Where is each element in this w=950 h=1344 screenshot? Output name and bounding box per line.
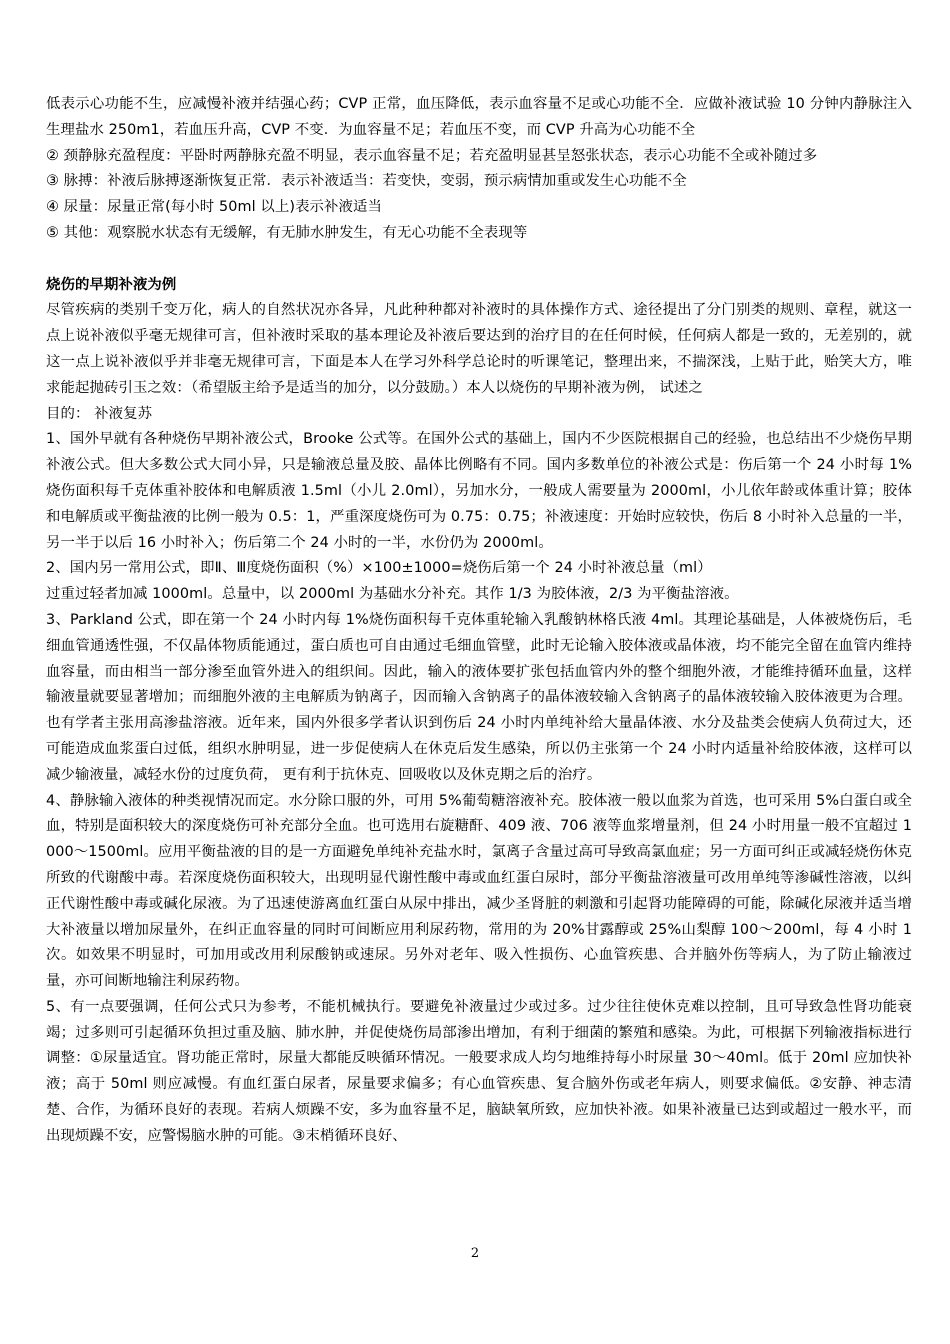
point-4-paragraph: 4、静脉输入液体的种类视情况而定。水分除口服的外，可用 5%葡萄糖溶液补充。胶体液一般以血浆为首选，也可采用 5%白蛋白或全血，特别是面积较大的深度烧伤可补充部分全血。也可选用右旋糖酐、409 液、706 液等血浆增量剂，但 24 小时用量一般不宜超过 1000～1500ml。应用平衡盐液的目的是一方面避免单纯补充盐水时，氯离子含量过高可导致高氯血症；另一方面可纠正或减轻烧伤休克所致的代谢酸中毒。若深度烧伤面积较大，出现明显代谢性酸中毒或血红蛋白尿时，部分平衡盐溶液量可改用单纯等渗碱性溶液，以纠正代谢性酸中毒或碱化尿液。为了迅速使游离血红蛋白从尿中排出，减少圣肾脏的刺激和引起肾功能障碍的可能，除碱化尿液并适当增大补液量以增加尿量外，在纠正血容量的同时可间断应用利尿药物，常用的为 20%甘露醇或 25%山梨醇 100～200ml，每 4 小时 1 次。如效果不明显时，可加用或改用利尿酸钠或速尿。另外对老年、吸入性损伤、心血管疾患、合并脑外伤等病人，为了防止输液过量，亦可间断地输注利尿药物。 (46, 792, 912, 990)
page-number: 2 (470, 1246, 480, 1261)
urine-output-paragraph: ④ 尿量：尿量正常(每小时 50ml 以上)表示补液适当 (46, 199, 383, 216)
intro-paragraph: 尽管疾病的类别千变万化，病人的自然状况亦各异，凡此种种都对补液时的具体操作方式、途径提出了分门别类的规则、章程，就这一点上说补液似乎毫无规律可言，但补液时采取的基本理论及补液后要达到的治疗目的在任何时候，任何病人都是一致的，无差别的，就这一点上说补液似乎并非毫无规律可言，下面是本人在学习外科学总论时的听课笔记，整理出来，不揣深浅，上贴于此，贻笑大方，唯求能起抛砖引玉之效：（希望版主给予是适当的加分，以分鼓励。）本人以烧伤的早期补液为例， 试述之 (46, 302, 912, 396)
pulse-paragraph: ③ 脉搏：补液后脉搏逐渐恢复正常．表示补液适当：若变快，变弱，预示病情加重或发生心功能不全 (46, 173, 687, 190)
jugular-vein-paragraph: ② 颈静脉充盈程度：平卧时两静脉充盈不明显，表示血容量不足；若充盈明显甚呈怒张状态，表示心功能不全或补随过多 (46, 147, 818, 164)
point-2-formula-line: 2、国内另一常用公式，即Ⅱ、Ⅲ度烧伤面积（%）×100±1000=烧伤后第一个 24 小时补液总量（ml） (46, 560, 712, 577)
purpose-line: 目的： 补液复苏 (46, 405, 153, 422)
point-3-paragraph: 3、Parkland 公式，即在第一个 24 小时内每 1%烧伤面积每千克体重轮输入乳酸钠林格氏液 4ml。其理论基础是，人体被烧伤后，毛细血管通透性强，不仅晶体物质能通过，蛋白质也可自由通过毛细血管壁，此时无论输入胶体液或晶体液，均不能完全留在血管内维持血容量，而由相当一部分渗至血管外进入的组织间。因此，输入的液体要扩张包括血管内外的整个细胞外液，才能维持循环血量，这样输液量就要显著增加；而细胞外液的主电解质为钠离子，因而输入含钠离子的晶体液较输入含钠离子的晶体液较输入胶体液更为合理。也有学者主张用高渗盐溶液。近年来，国内外很多学者认识到伤后 24 小时内单纯补给大量晶体液、水分及盐类会使病人负荷过大，还可能造成血浆蛋白过低，组织水肿明显，进一步促使病人在休克后发生感染，所以仍主张第一个 24 小时内适量补给胶体液，这样可以减少输液量，减轻水份的过度负荷， 更有利于抗休克、回吸收以及休克期之后的治疗。 (46, 611, 912, 783)
point-1-paragraph: 1、国外早就有各种烧伤早期补液公式，Brooke 公式等。在国外公式的基础上，国内不少医院根据自己的经验，也总结出不少烧伤早期补液公式。但大多数公式大同小异，只是输液总量及胶、晶体比例略有不同。国内多数单位的补液公式是：伤后第一个 24 小时每 1%烧伤面积每千克体重补胶体和电解质液 1.5ml（小儿 2.0ml），另加水分，一般成人需要量为 2000ml，小儿依年龄或体重计算；胶体和电解质或平衡盐液的比例一般为 0.5：1，严重深度烧伤可为 0.75：0.75；补液速度：开始时应较快，伤后 8 小时补入总量的一半，另一半于以后 16 小时补入；伤后第二个 24 小时的一半，水份仍为 2000ml。 (46, 431, 912, 551)
section-heading: 烧伤的早期补液为例 (46, 276, 177, 293)
other-signs-paragraph: ⑤ 其他：观察脱水状态有无缓解，有无肺水肿发生，有无心功能不全表现等 (46, 224, 528, 241)
point-2-detail-line: 过重过轻者加减 1000ml。总量中，以 2000ml 为基础水分补充。其作 1/3 为胶体液，2/3 为平衡盐溶液。 (46, 586, 739, 603)
cvp-paragraph: 低表示心功能不生，应减慢补液并结强心药；CVP 正常，血压降低，表示血容量不足或心功能不全．应做补液试验 10 分钟内静脉注入生理盐水 250m1，若血压升高，CVP 不变．为血容量不足；若血压不变，而 CVP 升高为心功能不全 (46, 96, 912, 138)
section-gap (46, 247, 912, 273)
point-5-paragraph: 5、有一点要强调，任何公式只为参考，不能机械执行。要避免补液量过少或过多。过少往往使休克难以控制，且可导致急性肾功能衰竭；过多则可引起循环负担过重及脑、肺水肿，并促使烧伤局部渗出增加，有利于细菌的繁殖和感染。为此，可根据下列输液指标进行调整：①尿量适宜。肾功能正常时，尿量大都能反映循环情况。一般要求成人均匀地维持每小时尿量 30～40ml。低于 20ml 应加快补液；高于 50ml 则应减慢。有血红蛋白尿者，尿量要求偏多；有心血管疾患、复合脑外伤或老年病人，则要求偏低。②安静、神志清楚、合作，为循环良好的表现。若病人烦躁不安，多为血容量不足，脑缺氧所致，应加快补液。如果补液量已达到或超过一般水平，而出现烦躁不安，应警惕脑水肿的可能。③末梢循环良好、 (46, 998, 912, 1144)
